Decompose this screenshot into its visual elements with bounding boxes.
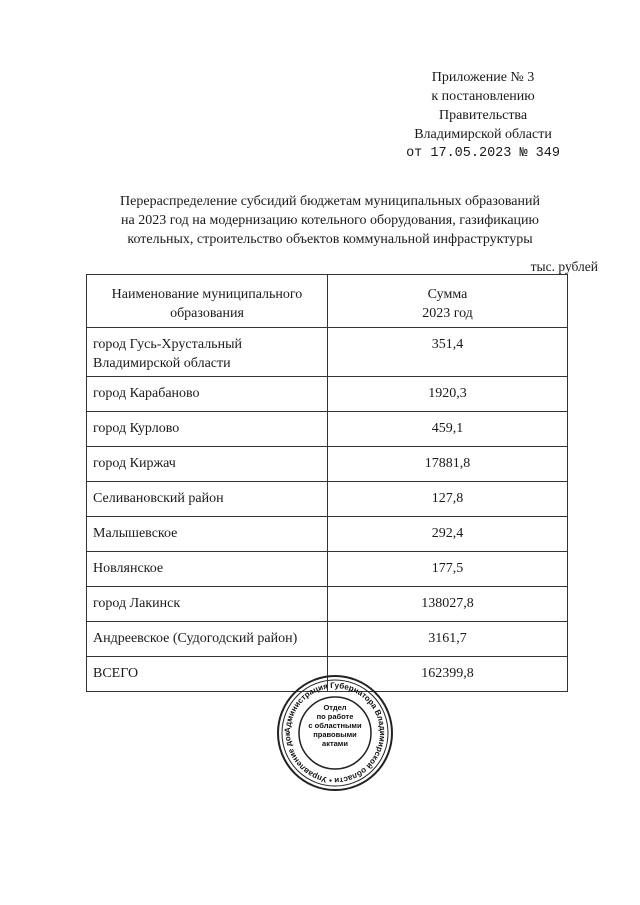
total-name-cell: ВСЕГО	[87, 657, 328, 692]
title-line-3: котельных, строительство объектов коммунальной инфраструктуры	[127, 232, 533, 247]
row-name-line-2: Владимирской области	[93, 356, 231, 371]
stamp-center-line-2: по работе	[316, 712, 354, 721]
stamp-center-line-4: правовыми	[313, 730, 357, 739]
stamp-center-line-1: Отдел	[323, 703, 347, 712]
appendix-block	[406, 68, 560, 163]
official-stamp	[275, 673, 395, 793]
table-header-row	[87, 275, 568, 328]
row-name-line-1: город Гусь-Хрустальный	[93, 337, 242, 352]
stamp-center-line-5: актами	[322, 739, 348, 748]
table-row	[87, 622, 568, 657]
total-sum-cell: 162399,8	[328, 657, 568, 692]
appendix-line-4: Владимирской области	[414, 127, 552, 142]
table-row	[87, 552, 568, 587]
appendix-line-3: Правительства	[438, 108, 528, 123]
header-sum-cell	[328, 275, 568, 328]
stamp-center-text	[275, 703, 395, 748]
row-sum-cell: 351,4	[328, 328, 568, 377]
row-name-cell: Малышевское	[87, 517, 328, 552]
row-name-cell: город Курлово	[87, 412, 328, 447]
stamp-ring-text: Администрация Губернатора Владимирской области • Управление док	[282, 680, 388, 786]
row-name-cell: город Киржач	[87, 447, 328, 482]
table-row	[87, 447, 568, 482]
units-label: тыс. рублей	[530, 259, 598, 274]
table-row	[87, 482, 568, 517]
row-sum-cell: 292,4	[328, 517, 568, 552]
row-name-cell: Андреевское (Судогодский район)	[87, 622, 328, 657]
row-name-cell: город Карабаново	[87, 377, 328, 412]
table-row	[87, 377, 568, 412]
appendix-line-1: Приложение № 3	[431, 70, 535, 85]
row-sum-cell: 459,1	[328, 412, 568, 447]
row-name-cell: Новлянское	[87, 552, 328, 587]
title-line-1: Перераспределение субсидий бюджетам муниципальных образований	[120, 194, 540, 209]
header-sum-line-2: 2023 год	[422, 306, 473, 321]
table-row	[87, 587, 568, 622]
row-name-cell: город Лакинск	[87, 587, 328, 622]
header-name-cell	[87, 275, 328, 328]
appendix-line-2: к постановлению	[431, 89, 535, 104]
table-row	[87, 517, 568, 552]
document-title	[60, 192, 600, 249]
row-sum-cell: 177,5	[328, 552, 568, 587]
header-name-line-1: Наименование муниципального	[111, 287, 303, 302]
header-name-line-2: образования	[170, 306, 244, 321]
table-row	[87, 412, 568, 447]
row-name-cell	[87, 328, 328, 377]
row-sum-cell: 138027,8	[328, 587, 568, 622]
subsidy-table	[86, 274, 568, 692]
row-sum-cell: 3161,7	[328, 622, 568, 657]
appendix-date-number: от 17.05.2023 № 349	[406, 146, 560, 161]
row-name-cell: Селивановский район	[87, 482, 328, 517]
row-sum-cell: 1920,3	[328, 377, 568, 412]
title-line-2: на 2023 год на модернизацию котельного оборудования, газификацию	[120, 213, 540, 228]
header-sum-line-1: Сумма	[427, 287, 468, 302]
stamp-center-line-3: с областными	[308, 721, 362, 730]
table-row	[87, 328, 568, 377]
row-sum-cell: 17881,8	[328, 447, 568, 482]
row-sum-cell: 127,8	[328, 482, 568, 517]
